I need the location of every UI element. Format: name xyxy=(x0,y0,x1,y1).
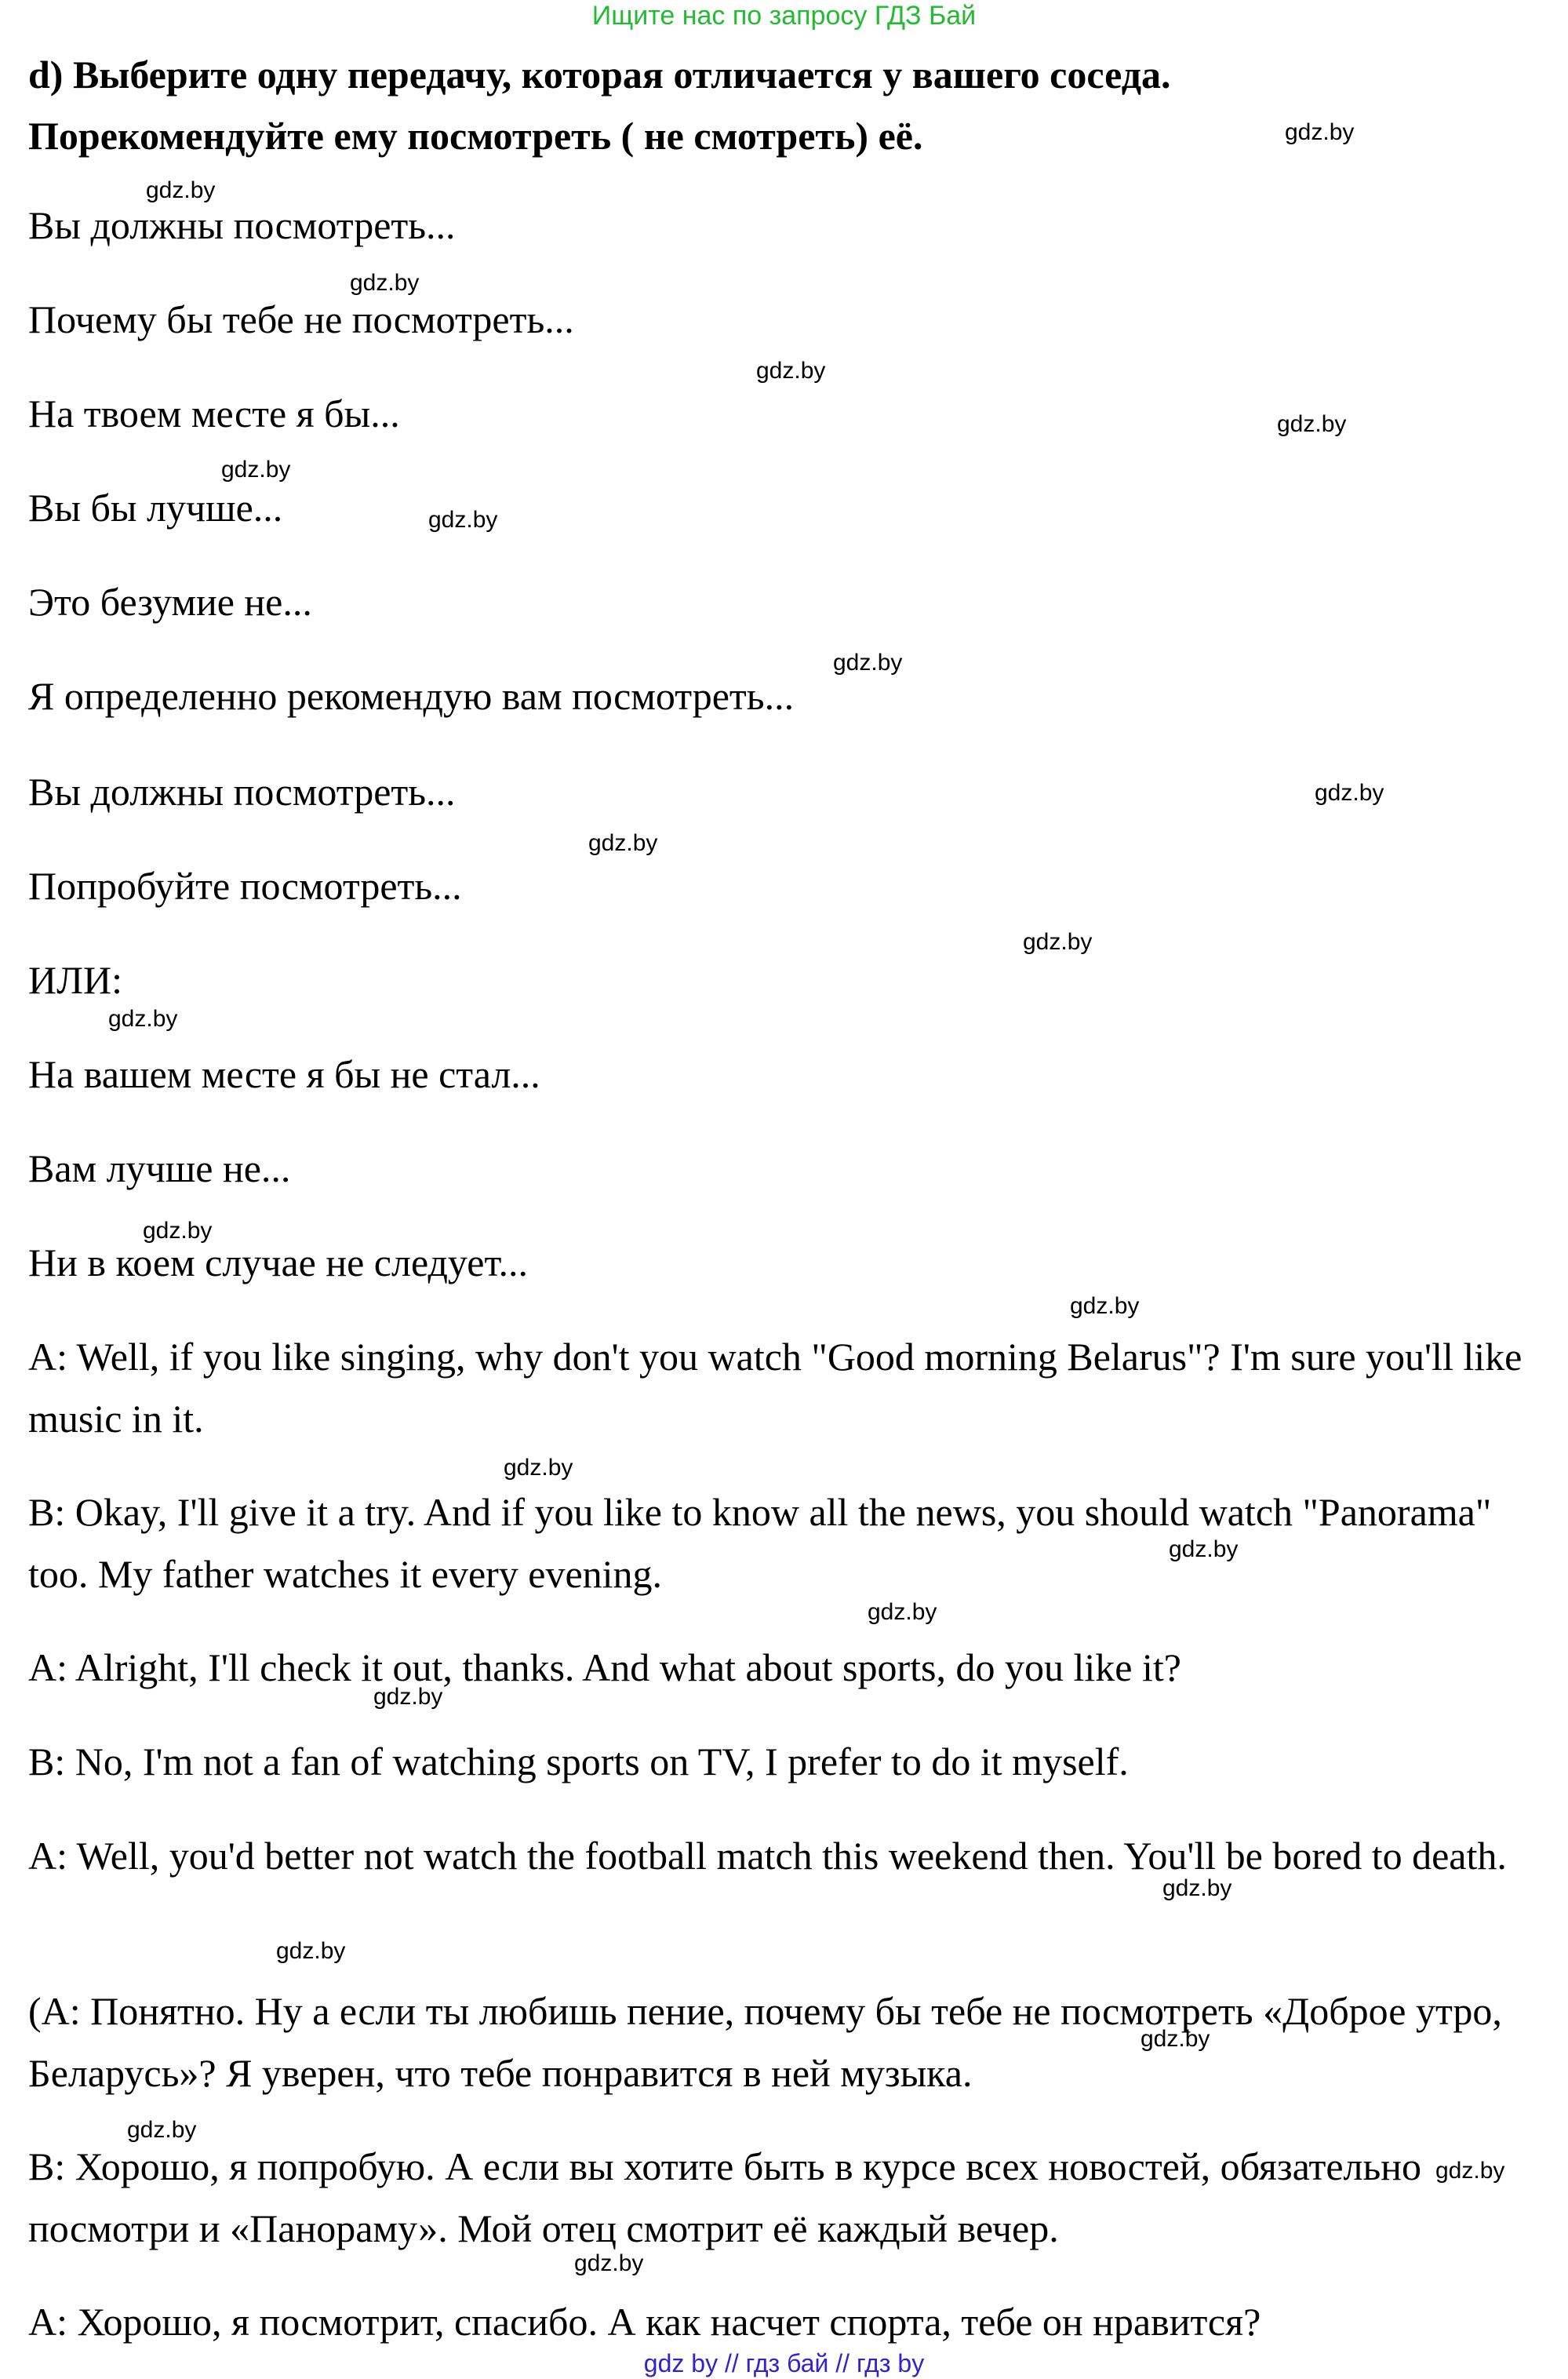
watermark: gdz.by xyxy=(276,1938,346,1964)
watermark: gdz.by xyxy=(108,1006,178,1032)
watermark: gdz.by xyxy=(1315,780,1384,806)
watermark: gdz.by xyxy=(1141,2026,1210,2052)
dialogue-line-6: (А: Понятно. Ну а если ты любишь пение, почему бы тебе не посмотреть «Доброе утро, Беларусь»? Я уверен, что тебе понравится в ней музыка. xyxy=(28,1989,1502,2095)
watermark: gdz.by xyxy=(833,650,903,676)
phrase-1: Вы должны посмотреть... xyxy=(28,203,456,247)
watermark: gdz.by xyxy=(127,2117,197,2143)
watermark: gdz.by xyxy=(1023,929,1093,955)
phrase-2: Почему бы тебе не посмотреть... xyxy=(28,297,574,341)
dialogue-line-7: B: Хорошо, я попробую. А если вы хотите быть в курсе всех новостей, обязательно посмотри и «Панораму». Мой отец смотрит её каждый вечер. xyxy=(28,2144,1422,2250)
phrase-7: Вы должны посмотреть... xyxy=(28,770,456,814)
dialogue-line-3: A: Alright, I'll check it out, thanks. And what about sports, do you like it? xyxy=(28,1645,1181,1689)
task-heading-line-2: Порекомендуйте ему посмотреть ( не смотреть) её. xyxy=(28,114,923,158)
phrase-5: Это безумие не... xyxy=(28,580,312,624)
watermark: gdz.by xyxy=(221,457,291,483)
watermark: gdz.by xyxy=(756,358,826,384)
phrase-8: Попробуйте посмотреть... xyxy=(28,864,462,908)
watermark: gdz.by xyxy=(1435,2158,1505,2184)
dialogue-line-4: B: No, I'm not a fan of watching sports on TV, I prefer to do it myself. xyxy=(28,1740,1129,1783)
watermark: gdz.by xyxy=(1285,119,1355,145)
dialogue-line-8: A: Хорошо, я посмотрит, спасибо. А как насчет спорта, тебе он нравится? xyxy=(28,2300,1261,2344)
search-banner: Ищите нас по запросу ГДЗ Бай xyxy=(591,1,977,31)
watermark: gdz.by xyxy=(588,830,658,856)
dialogue-line-1: A: Well, if you like singing, why don't you watch "Good morning Belarus"? I'm sure you'll like music in it. xyxy=(28,1335,1523,1441)
dialogue-line-2: B: Okay, I'll give it a try. And if you like to know all the news, you should watch "Panorama" too. My father watches it every evening. xyxy=(28,1490,1492,1596)
watermark: gdz.by xyxy=(350,270,420,296)
task-heading-line-1: d) Выберите одну передачу, которая отличается у вашего соседа. xyxy=(28,53,1171,97)
phrase-or: ИЛИ: xyxy=(28,958,123,1002)
watermark: gdz.by xyxy=(504,1455,573,1481)
watermark: gdz.by xyxy=(1169,1536,1239,1562)
phrase-10: Вам лучше не... xyxy=(28,1146,291,1190)
phrase-9: На вашем месте я бы не стал... xyxy=(28,1052,540,1096)
watermark: gdz.by xyxy=(146,177,216,203)
phrase-4: Вы бы лучше... xyxy=(28,486,283,530)
watermark: gdz.by xyxy=(868,1599,937,1625)
watermark: gdz.by xyxy=(1162,1875,1232,1901)
watermark: gdz.by xyxy=(143,1218,213,1244)
watermark: gdz.by xyxy=(1277,411,1347,437)
phrase-3: На твоем месте я бы... xyxy=(28,392,400,435)
watermark: gdz.by xyxy=(1070,1293,1140,1319)
footer-links: gdz by // гдз бай // гдз by xyxy=(643,2349,925,2377)
phrase-6: Я определенно рекомендую вам посмотреть... xyxy=(28,674,795,718)
phrase-11: Ни в коем случае не следует... xyxy=(28,1241,529,1284)
watermark: gdz.by xyxy=(428,507,498,533)
watermark: gdz.by xyxy=(373,1684,443,1710)
dialogue-line-5: A: Well, you'd better not watch the football match this weekend then. You'll be bored to death. xyxy=(28,1834,1507,1878)
watermark: gdz.by xyxy=(574,2250,644,2276)
